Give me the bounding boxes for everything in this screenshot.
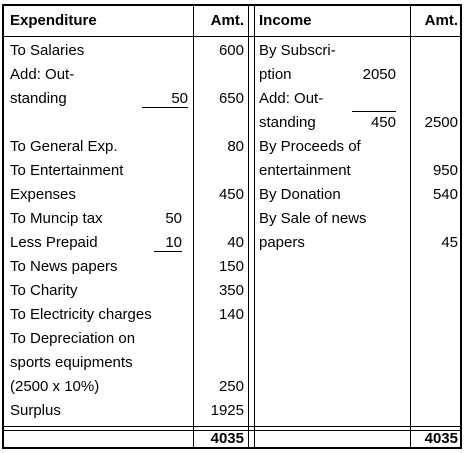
inc-add-outstanding: Add: Out- bbox=[259, 90, 324, 107]
exp-general-amount: 80 bbox=[227, 138, 244, 155]
exp-electricity: To Electricity charges bbox=[10, 306, 152, 323]
inc-ption-value: 2050 bbox=[362, 66, 396, 83]
exp-prepaid-value: 10 bbox=[154, 231, 182, 252]
exp-standing-total: 650 bbox=[218, 90, 244, 107]
inc-standing: standing bbox=[259, 114, 316, 131]
inc-papers-amount: 45 bbox=[441, 234, 458, 251]
inc-subscription: By Subscri- bbox=[259, 42, 336, 59]
exp-newspapers-amount: 150 bbox=[218, 258, 244, 275]
exp-electricity-amount: 140 bbox=[218, 306, 244, 323]
exp-add-outstanding: Add: Out- bbox=[10, 66, 75, 83]
inc-standing-total: 2500 bbox=[424, 114, 458, 131]
exp-expenses-amount: 450 bbox=[218, 186, 244, 203]
inc-standing-value: 450 bbox=[352, 111, 396, 135]
exp-general: To General Exp. bbox=[10, 138, 118, 155]
header-rule bbox=[4, 36, 460, 37]
inc-ption: ption bbox=[259, 66, 292, 83]
exp-prepaid-net: 40 bbox=[227, 234, 244, 251]
exp-salaries-amount: 600 bbox=[218, 42, 244, 59]
exp-muncip-tax: To Muncip tax bbox=[10, 210, 103, 227]
column-divider bbox=[410, 6, 411, 447]
header-expenditure: Expenditure bbox=[10, 12, 97, 29]
exp-entertainment: To Entertainment bbox=[10, 162, 124, 179]
inc-papers: papers bbox=[259, 234, 305, 251]
inc-donation-amount: 540 bbox=[432, 186, 458, 203]
exp-standing: standing bbox=[10, 90, 67, 107]
total-expenditure: 4035 bbox=[210, 430, 244, 447]
total-income: 4035 bbox=[424, 430, 458, 447]
exp-muncip-value: 50 bbox=[165, 210, 182, 227]
account-table bbox=[2, 4, 462, 449]
inc-proceeds: By Proceeds of bbox=[259, 138, 361, 155]
header-amount-right: Amt. bbox=[424, 12, 458, 29]
column-divider bbox=[193, 6, 194, 447]
exp-charity: To Charity bbox=[10, 282, 78, 299]
exp-expenses: Expenses bbox=[10, 186, 76, 203]
inc-donation: By Donation bbox=[259, 186, 341, 203]
inc-entertainment-amount: 950 bbox=[432, 162, 458, 179]
header-amount-left: Amt. bbox=[210, 12, 244, 29]
exp-depreciation: To Depreciation on bbox=[10, 330, 136, 347]
exp-calculation: (2500 x 10%) bbox=[10, 378, 100, 395]
header-income: Income bbox=[259, 12, 312, 29]
exp-standing-value: 50 bbox=[142, 87, 188, 108]
column-divider bbox=[254, 6, 255, 447]
exp-charity-amount: 350 bbox=[218, 282, 244, 299]
column-divider bbox=[248, 6, 249, 447]
exp-surplus-amount: 1925 bbox=[210, 402, 244, 419]
exp-newspapers: To News papers bbox=[10, 258, 118, 275]
exp-calculation-amount: 250 bbox=[218, 378, 244, 395]
exp-sports-equipments: sports equipments bbox=[10, 354, 133, 371]
exp-salaries: To Salaries bbox=[10, 42, 85, 59]
exp-less-prepaid: Less Prepaid bbox=[10, 234, 98, 251]
inc-sale-of-news: By Sale of news bbox=[259, 210, 367, 227]
exp-surplus: Surplus bbox=[10, 402, 61, 419]
inc-entertainment: entertainment bbox=[259, 162, 351, 179]
